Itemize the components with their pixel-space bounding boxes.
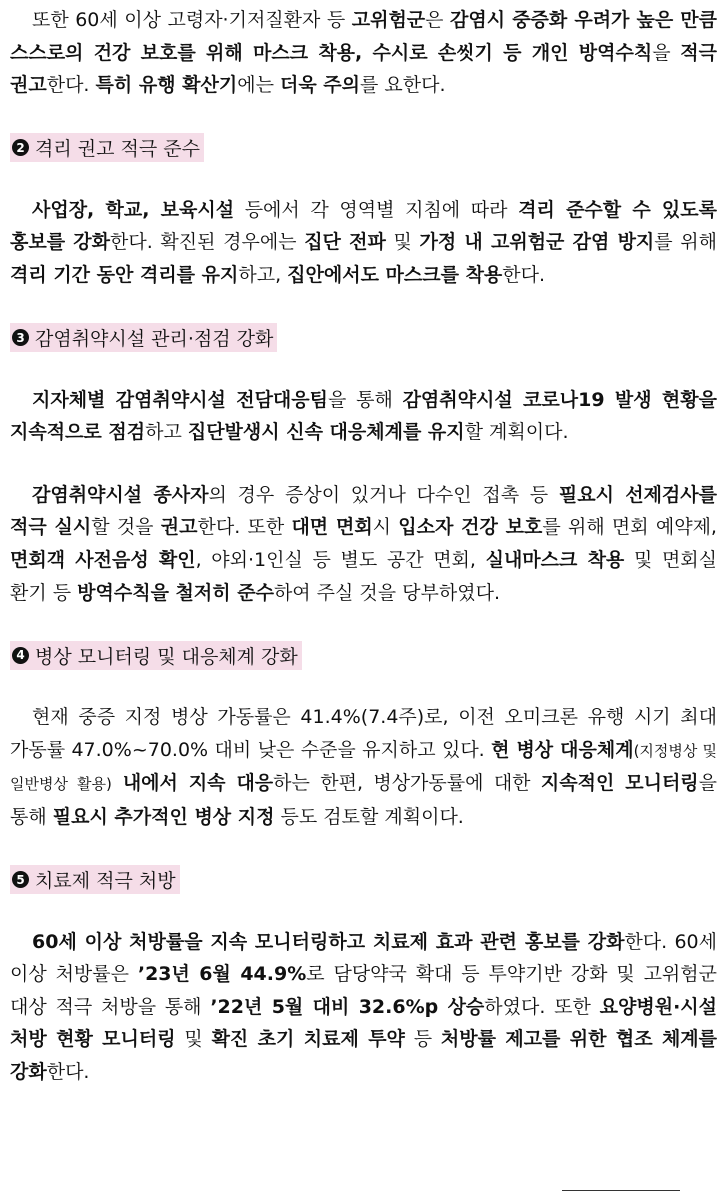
heading-highlight [10,133,204,162]
isolation-paragraph [10,194,717,292]
emphasis-text: 권고 [160,516,198,539]
parenthetical-text: (지정병상 및 일반병상 활용) [10,741,717,794]
intro-text: 한다. [46,74,96,97]
body-text: 하였다. 또한 [484,995,600,1018]
emphasis-text: 집안에서도 마스크를 착용 [287,263,503,286]
emphasis-text: ’23년 6월 44.9% [137,963,307,986]
section-heading-beds [10,639,717,671]
intro-text: 를 요한다. [360,74,446,97]
section-heading-isolation [10,132,717,164]
intro-emphasis: 특히 유행 확산기 [95,74,238,97]
emphasis-text: 집단발생시 신속 대응체계를 유지 [187,421,465,444]
spacer [10,449,717,479]
emphasis-text: 지속적인 모니터링 [540,772,699,795]
body-text: 하는 한편, 병상가동률에 대한 [273,772,541,795]
treatment-paragraph [10,926,717,1089]
section-heading-treatment [10,864,717,896]
body-text: 등 [404,1028,441,1051]
section-title: 감염취약시설 관리·점검 강화 [35,328,274,351]
body-text: 등도 검토할 계획이다. [274,805,464,828]
body-text: 현재 중증 지정 병상 가동률은 41.4%(7.4주)로, 이전 오미크론 유행 시기 최대 가동률 47.0%~70.0% 대비 낮은 수준을 유지하고 있다. [10,706,717,761]
body-text: 및 [385,231,420,254]
emphasis-text: 내에서 지속 대응 [111,772,274,795]
body-text: 등에서 각 영역별 지침에 따라 [234,198,519,221]
section-title: 병상 모니터링 및 대응체계 강화 [35,645,298,668]
emphasis-text: 대면 면회 [291,516,373,539]
spacer [10,102,717,132]
heading-highlight [10,323,277,352]
body-text: 한다. 또한 [197,516,292,539]
spacer [10,671,717,701]
body-text: 를 위해 [654,231,717,254]
heading-highlight [10,641,302,670]
spacer [10,164,717,194]
emphasis-text: 입소자 건강 보호 [398,516,543,539]
emphasis-text: 사업장, 학교, 보육시설 [32,198,235,221]
body-text: 의 경우 증상이 있거나 다수인 접촉 등 [208,483,559,506]
body-text: , 야외·1인실 등 별도 공간 면회, [195,548,486,571]
emphasis-text: 필요시 선제검사를 적극 실시 [10,483,717,539]
beds-paragraph [10,701,717,833]
body-text: 한다. 확진된 경우에는 [110,231,305,254]
spacer [10,609,717,639]
spacer [10,292,717,322]
intro-emphasis: 적극 권고 [10,41,717,97]
emphasis-text: 실내마스크 착용 [485,548,625,571]
body-text: 및 [175,1028,212,1051]
heading-highlight [10,865,180,894]
body-text: 한다. 60세 이상 처방률은 [10,930,717,986]
facilities-paragraph-2 [10,479,717,609]
emphasis-text: 가정 내 고위험군 감염 방지 [419,231,655,254]
spacer [10,896,717,926]
emphasis-text: 현 병상 대응체계 [491,738,634,761]
emphasis-text: 처방률 제고를 위한 협조 체계를 강화 [10,1028,718,1083]
circled-number-icon: 5 [12,871,29,888]
section-title: 치료제 적극 처방 [35,870,176,892]
circled-number-icon: 2 [12,139,29,156]
intro-text: 에는 [237,74,280,97]
emphasis-text: 60세 이상 처방률을 지속 모니터링하고 치료제 효과 관련 홍보를 강화 [32,930,625,953]
emphasis-text: 감염취약시설 코로나19 발생 현황을 지속적으로 점검 [10,388,717,444]
emphasis-text: 필요시 추가적인 병상 지정 [52,805,275,828]
body-text: 을 통해 [327,388,403,411]
spacer [10,354,717,384]
intro-text: 또한 60세 이상 고령자·기저질환자 등 [32,9,352,31]
emphasis-text: 격리 기간 동안 격리를 유지 [10,263,239,286]
circled-number-icon: 3 [12,329,29,346]
section-heading-facilities [10,322,717,354]
emphasis-text: 요양병원·시설 처방 현황 모니터링 [10,995,717,1051]
facilities-paragraph-1 [10,384,717,449]
body-text: 하고, [238,263,288,286]
body-text: 한다. [502,263,546,286]
emphasis-text: 감염취약시설 종사자 [32,483,209,506]
emphasis-text: 확진 초기 치료제 투약 [211,1028,405,1051]
emphasis-text: 면회객 사전음성 확인 [10,548,196,571]
body-text: 를 위해 면회 예약제, [542,516,717,539]
intro-emphasis: 더욱 주의 [279,74,361,97]
intro-emphasis: 고위험군 [351,9,426,31]
body-text: 시 [372,516,399,539]
intro-text: 은 [425,9,451,31]
body-text: 할 계획이다. [464,421,569,444]
body-text: 하여 주실 것을 당부하였다. [273,581,500,604]
spacer [10,834,717,864]
intro-emphasis: 감염시 중증화 우려가 높은 만큼 스스로의 건강 보호를 위해 마스크 착용, 수시로 손씻기 등 개인 방역수칙 [10,9,718,64]
body-text: 한다. [46,1060,90,1083]
body-text: 할 것을 [91,516,161,539]
emphasis-text: 격리 준수할 수 있도록 홍보를 강화 [10,198,717,254]
intro-paragraph [10,0,717,102]
body-text: 하고 [145,421,188,444]
emphasis-text: 지자체별 감염취약시설 전담대응팀 [32,388,328,411]
intro-text: 을 [652,41,681,64]
circled-number-icon: 4 [12,647,29,664]
emphasis-text: 집단 전파 [304,231,386,254]
body-text: 을 통해 [10,772,718,828]
emphasis-text: ’22년 5월 대비 32.6%p 상승 [210,995,485,1018]
body-text: 및 면회실 환기 등 [10,548,717,604]
body-text: 로 담당약국 확대 등 투약기반 강화 및 고위험군 대상 적극 처방을 통해 [10,963,717,1018]
section-title: 격리 권고 적극 준수 [35,138,200,161]
emphasis-text: 방역수칙을 철저히 준수 [77,581,274,604]
